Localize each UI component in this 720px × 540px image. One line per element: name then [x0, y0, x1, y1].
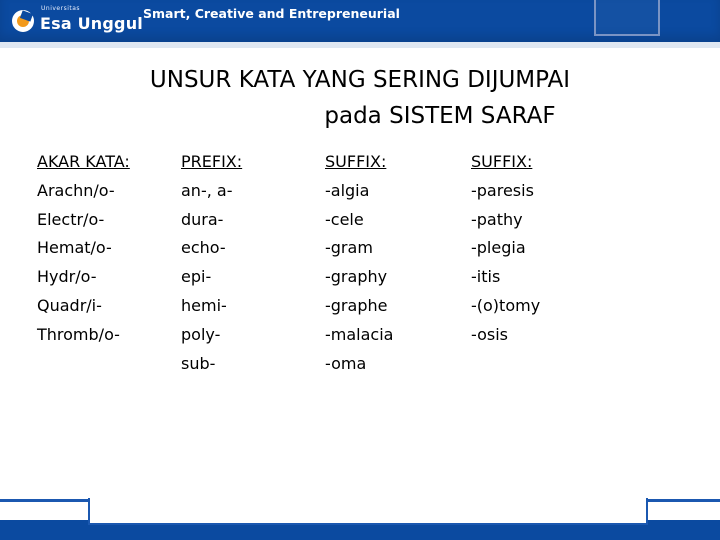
slide-title — [80, 62, 640, 134]
list-item: -pathy — [471, 209, 523, 229]
logo-text — [40, 4, 143, 33]
list-item: sub- — [181, 353, 216, 373]
list-item: -osis — [471, 324, 508, 344]
column-heading: SUFFIX: — [325, 152, 387, 171]
list-item: -graphe — [325, 295, 388, 315]
list-item: -(o)tomy — [471, 295, 541, 315]
column-list — [325, 177, 393, 379]
list-item: epi- — [181, 267, 212, 287]
column-suffix-1 — [325, 148, 393, 378]
list-item: -gram — [325, 238, 373, 258]
list-item: -malacia — [325, 324, 394, 344]
list-item: Hydr/o- — [37, 267, 97, 287]
list-item: Thromb/o- — [37, 324, 120, 344]
list-item: -oma — [325, 353, 367, 373]
column-suffix-2 — [471, 148, 540, 350]
column-list — [37, 177, 130, 350]
column-heading: SUFFIX: — [471, 152, 533, 171]
title-line-2: pada SISTEM SARAF — [324, 103, 556, 129]
list-item: poly- — [181, 324, 221, 344]
header-decoration — [594, 0, 660, 36]
university-logo — [12, 6, 143, 36]
list-item: -cele — [325, 209, 364, 229]
tagline: Smart, Creative and Entrepreneurial — [143, 6, 400, 21]
footer-decoration — [88, 498, 648, 525]
list-item: dura- — [181, 209, 224, 229]
column-list — [471, 177, 540, 350]
column-heading: AKAR KATA: — [37, 152, 130, 171]
header-banner — [0, 0, 720, 42]
logo-name: Esa Unggul — [40, 13, 143, 33]
column-list — [181, 177, 242, 379]
list-item: -itis — [471, 267, 501, 287]
column-heading: PREFIX: — [181, 152, 243, 171]
list-item: -algia — [325, 180, 370, 200]
list-item: hemi- — [181, 295, 227, 315]
title-line-1: UNSUR KATA YANG SERING DIJUMPAI — [149, 67, 571, 93]
list-item: Quadr/i- — [37, 295, 102, 315]
list-item: echo- — [181, 238, 226, 258]
logo-icon — [12, 10, 34, 32]
column-prefix — [181, 148, 242, 378]
list-item: -plegia — [471, 238, 526, 258]
list-item: an-, a- — [181, 180, 233, 200]
column-akar-kata — [37, 148, 130, 350]
list-item: Electr/o- — [37, 209, 105, 229]
logo-subtext: Universitas — [41, 4, 81, 12]
list-item: -paresis — [471, 180, 534, 200]
list-item: Arachn/o- — [37, 180, 115, 200]
list-item: -graphy — [325, 267, 388, 287]
list-item: Hemat/o- — [37, 238, 112, 258]
header-strip — [0, 42, 720, 48]
